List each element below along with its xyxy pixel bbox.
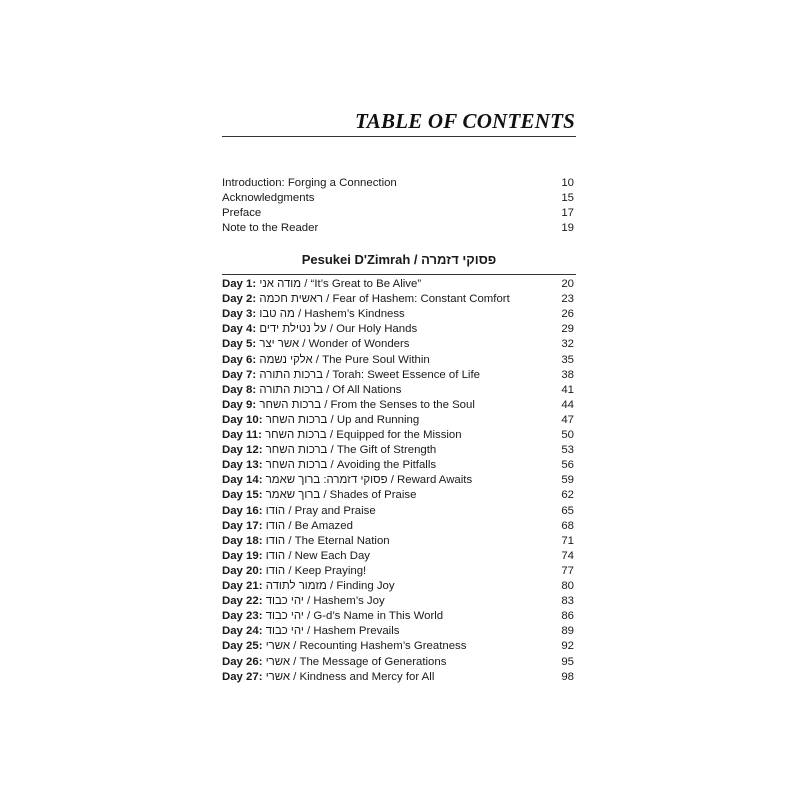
day-row-label xyxy=(222,413,419,428)
day-page-number: 47 xyxy=(561,413,574,426)
toc-row-page-number: 17 xyxy=(561,207,574,219)
day-row xyxy=(222,670,576,685)
day-row-label xyxy=(222,564,366,579)
day-page-number: 65 xyxy=(561,504,574,517)
day-english-title: / The Eternal Nation xyxy=(285,534,390,547)
day-row-label xyxy=(222,368,480,383)
day-row xyxy=(222,579,576,594)
day-number: Day 15: xyxy=(222,489,263,502)
day-row-label xyxy=(222,473,472,488)
day-hebrew-title: ברכות השחר xyxy=(265,413,328,426)
day-english-title: / Shades of Praise xyxy=(320,489,417,502)
day-english-title: / Torah: Sweet Essence of Life xyxy=(322,368,480,381)
day-number: Day 12: xyxy=(222,444,263,457)
day-number: Day 17: xyxy=(222,519,263,532)
day-number: Day 1: xyxy=(222,278,257,290)
page-title: TABLE OF CONTENTS xyxy=(354,109,575,133)
day-english-title: / New Each Day xyxy=(285,549,370,562)
day-page-number: 95 xyxy=(561,655,574,668)
day-number: Day 23: xyxy=(222,610,263,623)
section-heading xyxy=(222,252,576,267)
toc-row-page-number: 19 xyxy=(561,222,574,234)
day-page-number: 53 xyxy=(561,444,574,457)
day-hebrew-title: מזמור לתודה xyxy=(265,580,327,592)
day-page-number: 71 xyxy=(561,534,574,547)
day-number: Day 2: xyxy=(222,293,257,306)
day-page-number: 83 xyxy=(561,595,574,608)
day-hebrew-title: יהי כבוד xyxy=(265,595,304,608)
day-hebrew-title: אשר יצר xyxy=(259,338,300,351)
day-english-title: / From the Senses to the Soul xyxy=(321,398,475,411)
day-english-title: / Hashem Prevails xyxy=(303,625,400,638)
day-row-label xyxy=(222,337,410,352)
day-hebrew-title: ראשית חכמה xyxy=(259,293,323,306)
day-row xyxy=(222,594,576,609)
toc-row-page-number: 10 xyxy=(561,177,574,189)
day-page-number: 62 xyxy=(561,489,574,502)
day-row xyxy=(222,322,576,337)
day-row xyxy=(222,564,576,579)
day-hebrew-title: ברכות השחר xyxy=(265,429,327,441)
day-english-title: / The Pure Soul Within xyxy=(312,353,430,366)
day-number: Day 9: xyxy=(222,398,257,411)
section-divider xyxy=(222,274,576,275)
day-row-label xyxy=(222,277,421,292)
day-row xyxy=(222,443,576,458)
day-number: Day 21: xyxy=(222,580,263,592)
day-hebrew-title: פסוקי דזמרה: ברוך שאמר xyxy=(265,474,388,487)
day-row-label xyxy=(222,398,475,413)
day-english-title: / Fear of Hashem: Constant Comfort xyxy=(323,293,510,306)
day-row-label xyxy=(222,504,376,519)
day-english-title: / The Gift of Strength xyxy=(327,444,437,457)
day-english-title: / Up and Running xyxy=(327,413,420,426)
section-heading-english: Pesukei D'Zimrah xyxy=(301,252,411,267)
day-english-title: / Hashem’s Joy xyxy=(303,595,385,608)
day-english-title: / Hashem’s Kindness xyxy=(294,308,405,321)
day-row xyxy=(222,307,576,322)
day-hebrew-title: הודו xyxy=(265,549,286,562)
day-row xyxy=(222,609,576,624)
day-row-label xyxy=(222,488,416,503)
day-page-number: 68 xyxy=(561,519,574,532)
day-row xyxy=(222,428,576,443)
section-heading-hebrew: פסוקי דזמרה xyxy=(421,252,497,267)
day-row xyxy=(222,458,576,473)
day-row xyxy=(222,534,576,549)
day-english-title: / Keep Praying! xyxy=(285,564,367,577)
day-hebrew-title: הודו xyxy=(265,564,286,577)
day-hebrew-title: ברכות השחר xyxy=(259,398,322,411)
day-row xyxy=(222,519,576,534)
day-hebrew-title: הודו xyxy=(265,504,286,517)
day-number: Day 6: xyxy=(222,353,257,366)
day-page-number: 44 xyxy=(561,398,574,411)
day-hebrew-title: על נטילת ידים xyxy=(259,323,327,336)
day-number: Day 19: xyxy=(222,549,263,562)
day-number: Day 8: xyxy=(222,383,257,396)
day-row xyxy=(222,292,576,307)
day-row xyxy=(222,655,576,670)
day-english-title: / “It’s Great to Be Alive” xyxy=(301,278,422,290)
day-hebrew-title: אשרי xyxy=(265,670,290,683)
title-divider xyxy=(222,136,576,137)
day-row-label xyxy=(222,655,446,670)
day-number: Day 7: xyxy=(222,368,257,381)
day-row-label xyxy=(222,624,399,639)
day-row-label xyxy=(222,443,436,458)
day-page-number: 77 xyxy=(561,564,574,577)
day-row xyxy=(222,624,576,639)
day-page-number: 86 xyxy=(561,610,574,623)
day-row xyxy=(222,639,576,654)
day-row-label xyxy=(222,579,395,594)
toc-row-label: Acknowledgments xyxy=(222,192,315,204)
day-row-label xyxy=(222,670,434,685)
day-hebrew-title: אלקי נשמה xyxy=(259,353,313,366)
day-number: Day 5: xyxy=(222,338,257,351)
day-row-label xyxy=(222,519,353,534)
day-hebrew-title: אשרי xyxy=(265,640,290,653)
day-row-label xyxy=(222,639,466,654)
toc-row xyxy=(222,176,576,191)
day-page-number: 98 xyxy=(561,670,574,683)
day-page-number: 56 xyxy=(561,459,574,472)
day-page-number: 74 xyxy=(561,549,574,562)
day-page-number: 89 xyxy=(561,625,574,638)
day-number: Day 13: xyxy=(222,459,263,472)
day-row-label xyxy=(222,549,370,564)
day-number: Day 18: xyxy=(222,534,263,547)
toc-row xyxy=(222,221,576,236)
day-page-number: 92 xyxy=(561,640,574,653)
day-row xyxy=(222,277,576,292)
day-hebrew-title: מה טבו xyxy=(259,308,295,321)
day-row-label xyxy=(222,353,430,368)
day-number: Day 11: xyxy=(222,429,262,441)
day-row-label xyxy=(222,609,443,624)
day-row-label xyxy=(222,292,510,307)
day-row-label xyxy=(222,534,390,549)
day-english-title: / Avoiding the Pitfalls xyxy=(327,459,437,472)
day-row-label xyxy=(222,594,385,609)
day-row xyxy=(222,353,576,368)
day-row xyxy=(222,337,576,352)
day-english-title: / Equipped for the Mission xyxy=(326,429,462,441)
day-row-label xyxy=(222,383,401,398)
day-row xyxy=(222,504,576,519)
day-page-number: 50 xyxy=(561,429,574,441)
day-hebrew-title: הודו xyxy=(265,534,286,547)
day-row xyxy=(222,398,576,413)
day-hebrew-title: אשרי xyxy=(265,655,290,668)
day-hebrew-title: מודה אני xyxy=(259,278,302,290)
day-number: Day 10: xyxy=(222,413,263,426)
day-number: Day 20: xyxy=(222,564,263,577)
day-page-number: 38 xyxy=(561,368,574,381)
day-row xyxy=(222,383,576,398)
day-row xyxy=(222,368,576,383)
day-page-number: 29 xyxy=(561,323,574,336)
day-hebrew-title: ברוך שאמר xyxy=(265,489,321,502)
day-number: Day 25: xyxy=(222,640,263,653)
day-number: Day 14: xyxy=(222,474,263,487)
day-hebrew-title: יהי כבוד xyxy=(265,610,304,623)
day-english-title: / Kindness and Mercy for All xyxy=(290,670,435,683)
day-english-title: / Our Holy Hands xyxy=(326,323,418,336)
day-hebrew-title: ברכות התורה xyxy=(259,383,323,396)
day-number: Day 27: xyxy=(222,670,263,683)
day-english-title: / Be Amazed xyxy=(285,519,353,532)
day-page-number: 80 xyxy=(561,580,574,592)
day-page-number: 20 xyxy=(561,278,574,290)
day-number: Day 26: xyxy=(222,655,263,668)
day-hebrew-title: הודו xyxy=(265,519,286,532)
day-english-title: / Recounting Hashem’s Greatness xyxy=(290,640,467,653)
day-english-title: / Pray and Praise xyxy=(285,504,376,517)
day-number: Day 4: xyxy=(222,323,257,336)
day-hebrew-title: ברכות התורה xyxy=(259,368,323,381)
section-heading-separator: / xyxy=(410,252,422,267)
day-english-title: / G-d’s Name in This World xyxy=(303,610,444,623)
day-english-title: / The Message of Generations xyxy=(290,655,447,668)
day-row xyxy=(222,488,576,503)
day-page-number: 59 xyxy=(561,474,574,487)
day-row-label xyxy=(222,307,405,322)
day-number: Day 22: xyxy=(222,595,263,608)
day-row xyxy=(222,473,576,488)
toc-row xyxy=(222,206,576,221)
toc-row-page-number: 15 xyxy=(561,192,574,204)
day-page-number: 23 xyxy=(561,293,574,306)
day-row-label xyxy=(222,322,417,337)
day-page-number: 41 xyxy=(561,383,574,396)
day-number: Day 3: xyxy=(222,308,257,321)
day-english-title: / Of All Nations xyxy=(322,383,402,396)
day-english-title: / Finding Joy xyxy=(326,580,395,592)
day-row-label xyxy=(222,458,436,473)
toc-row-label: Note to the Reader xyxy=(222,222,319,234)
day-page-number: 32 xyxy=(561,338,574,351)
toc-row-label: Introduction: Forging a Connection xyxy=(222,177,397,189)
day-english-title: / Wonder of Wonders xyxy=(299,338,410,351)
day-page-number: 35 xyxy=(561,353,574,366)
day-row xyxy=(222,413,576,428)
day-number: Day 24: xyxy=(222,625,263,638)
day-hebrew-title: ברכות השחר xyxy=(265,444,328,457)
day-number: Day 16: xyxy=(222,504,263,517)
toc-row-label: Preface xyxy=(222,207,262,219)
day-english-title: / Reward Awaits xyxy=(387,474,473,487)
day-page-number: 26 xyxy=(561,308,574,321)
day-hebrew-title: ברכות השחר xyxy=(265,459,328,472)
toc-row xyxy=(222,191,576,206)
day-hebrew-title: יהי כבוד xyxy=(265,625,304,638)
day-row-label xyxy=(222,428,462,443)
day-row xyxy=(222,549,576,564)
